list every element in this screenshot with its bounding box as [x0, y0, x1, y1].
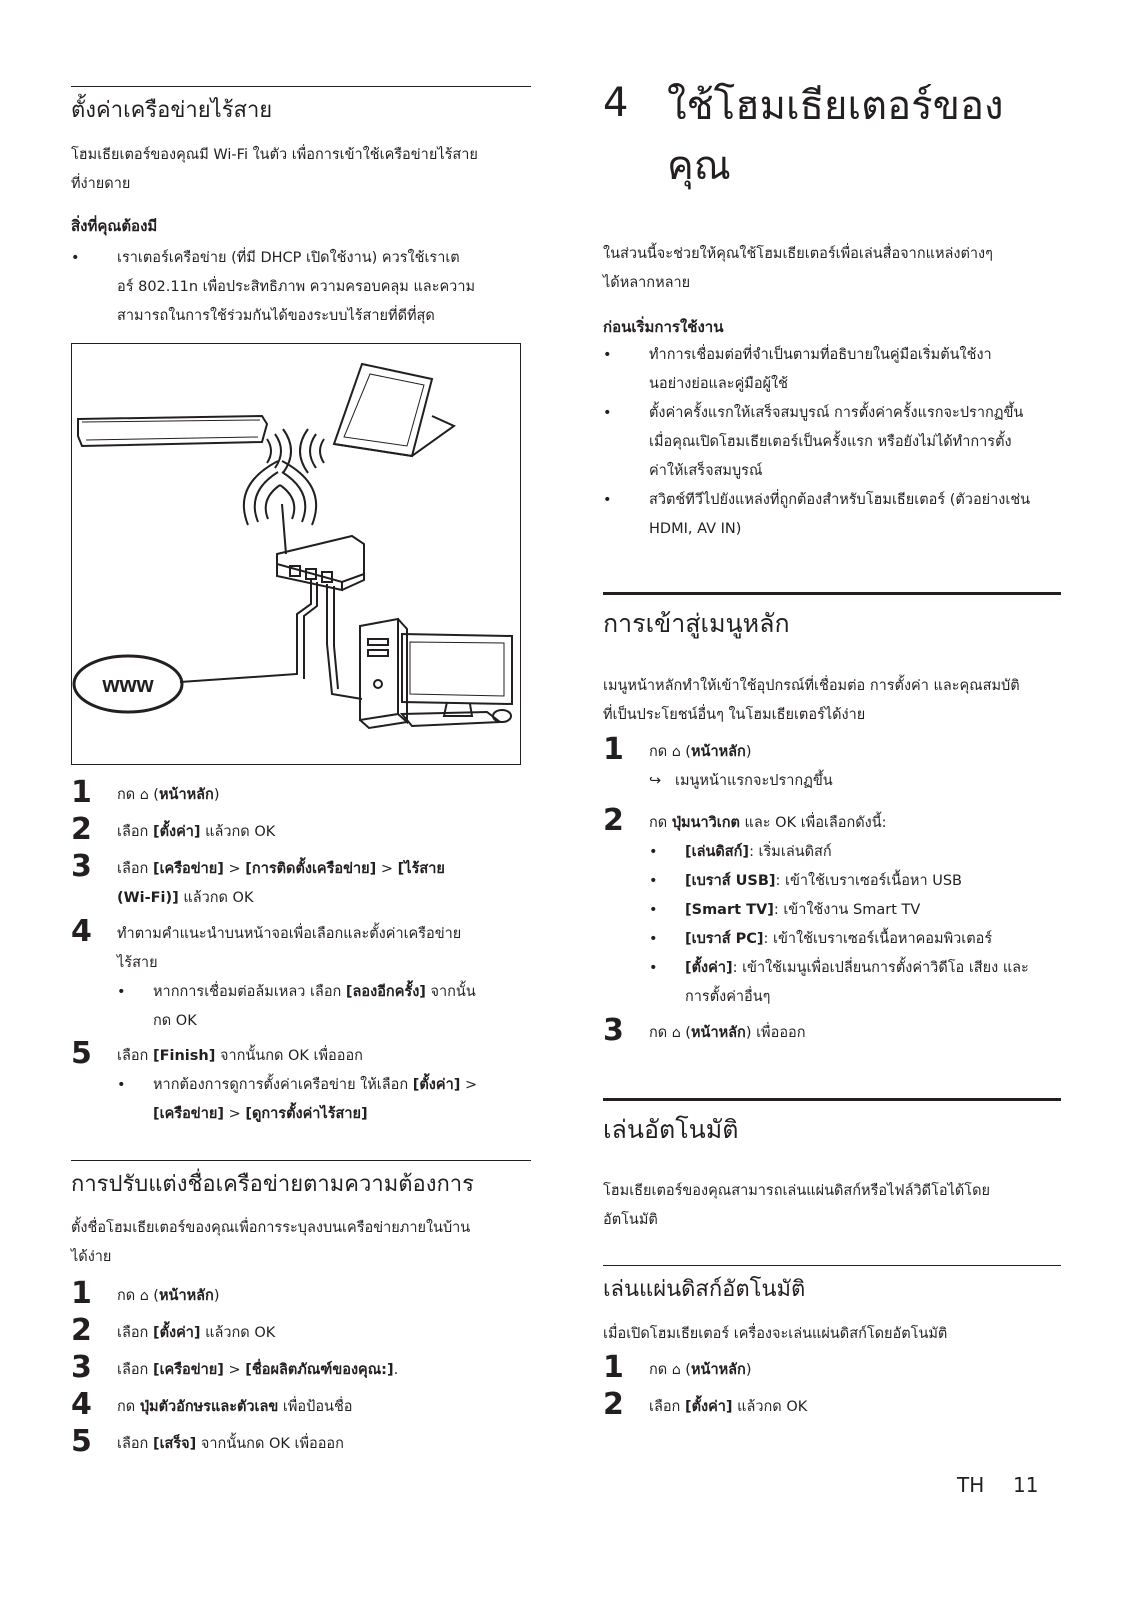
step-text: ( [680, 1362, 691, 1378]
home-icon: ⌂ [139, 1288, 149, 1304]
sub-text: หากต้องการดูการตั้งค่าเครือข่าย ให้เลือก [153, 1077, 413, 1093]
step-number: 1 [71, 775, 92, 810]
step-number: 5 [71, 1424, 92, 1459]
section-rule [71, 86, 531, 87]
menu-intro-line2: ที่เป็นประโยชน์อื่นๆ ในโฮมเธียเตอร์ได้ง่าย [603, 707, 866, 723]
step-bold: หน้าหลัก [690, 1362, 746, 1378]
cable-icon [180, 579, 311, 682]
step-text: จากนั้นกด OK เพื่อออก [215, 1048, 363, 1064]
item-bold: [เล่นดิสก์] [685, 844, 750, 860]
wave-icon [267, 439, 271, 463]
step-text: กด [649, 815, 672, 831]
step-number: 2 [603, 1387, 624, 1422]
step-text: ( [148, 787, 159, 803]
home-icon: ⌂ [671, 1025, 681, 1041]
rename-intro-line2: ได้ง่าย [71, 1249, 112, 1265]
step-text: เลือก [117, 1436, 153, 1452]
step-number: 5 [71, 1036, 92, 1071]
step-bold: [การติดตั้งเครือข่าย] [245, 861, 377, 877]
auto-intro-line2: อัตโนมัติ [603, 1212, 658, 1228]
step-text: ) [745, 744, 752, 760]
step-text: . [393, 1362, 399, 1378]
step-text: กด [649, 744, 672, 760]
footer-language: TH [957, 1473, 985, 1497]
bullet-dot: • [603, 347, 612, 363]
sub-text: จากนั้น [425, 984, 476, 1000]
chapter-intro-line2: ได้หลากหลาย [603, 275, 691, 291]
step-bold: ปุ่มนาวิเกต [671, 815, 740, 831]
step-number: 3 [71, 1350, 92, 1385]
step-text: กด [649, 1362, 672, 1378]
step-bold: [ตั้งค่า] [684, 1399, 733, 1415]
bullet-dot: • [649, 931, 658, 947]
step-text: ไร้สาย [117, 955, 158, 971]
chapter-number: 4 [603, 80, 629, 126]
need-subtitle: สิ่งที่คุณต้องมี [71, 217, 158, 235]
bullet-dot: • [649, 902, 658, 918]
step-bold: [ตั้งค่า] [152, 1325, 201, 1341]
step-number: 1 [71, 1276, 92, 1311]
step-text: ) [745, 1362, 752, 1378]
sub-bold: [ลองอีกครั้ง] [345, 984, 426, 1000]
network-diagram-svg [72, 344, 520, 764]
step-number: 1 [603, 732, 624, 767]
step-text: เลือก [117, 1325, 153, 1341]
need-bullet-line1: เราเตอร์เครือข่าย (ที่มี DHCP เปิดใช้งาน) ควรใช้เราเต [117, 250, 460, 266]
section-rule [71, 1160, 531, 1161]
step-number: 3 [71, 849, 92, 884]
step-number: 2 [603, 803, 624, 838]
item-text: การตั้งค่าอื่นๆ [685, 989, 771, 1005]
menu-section-title: การเข้าสู่เมนูหลัก [603, 609, 790, 638]
step-number: 2 [71, 1313, 92, 1348]
step-text: กด [117, 1399, 140, 1415]
section-rule [603, 592, 1061, 595]
step-bold: หน้าหลัก [158, 1288, 214, 1304]
step-number: 2 [71, 812, 92, 847]
need-bullet-line3: สามารถในการใช้ร่วมกันได้ของระบบไร้สายที่ดีที่สุด [117, 308, 435, 324]
home-icon: ⌂ [139, 787, 149, 803]
step-number: 4 [71, 914, 92, 949]
sub-text: หากการเชื่อมต่อล้มเหลว เลือก [153, 984, 346, 1000]
step-text: ( [680, 1025, 691, 1041]
item-text: : เข้าใช้เบราเซอร์เนื้อหาคอมพิวเตอร์ [763, 931, 993, 947]
step-bold: [ตั้งค่า] [152, 824, 201, 840]
computer-tower-icon [360, 619, 398, 720]
step-text: ) [213, 787, 220, 803]
antenna-icon [282, 504, 286, 554]
result-arrow-icon: ↪ [649, 773, 662, 789]
wifi-intro-line1: โฮมเธียเตอร์ของคุณมี Wi-Fi ในตัว เพื่อการเข้าใช้เครือข่ายไร้สาย [71, 147, 478, 163]
step-text: > [223, 1362, 246, 1378]
sub-bold: [ตั้งค่า] [412, 1077, 461, 1093]
step-bold: [ไร้สาย [397, 861, 445, 877]
bullet-dot: • [649, 960, 658, 976]
wifi-section-title: ตั้งค่าเครือข่ายไร้สาย [71, 98, 273, 123]
autodisc-section-title: เล่นแผ่นดิสก์อัตโนมัติ [603, 1277, 806, 1302]
bullet-dot: • [117, 984, 126, 1000]
step-number: 1 [603, 1350, 624, 1385]
sub-bold: [ดูการตั้งค่าไร้สาย] [245, 1106, 368, 1122]
bullet-text: ตั้งค่าครั้งแรกให้เสร็จสมบูรณ์ การตั้งค่าครั้งแรกจะปรากฏขึ้น [649, 405, 1024, 421]
step-text: จากนั้นกด OK เพื่อออก [196, 1436, 344, 1452]
bullet-text: ทำการเชื่อมต่อที่จำเป็นตามที่อธิบายในคู่มือเริ่มต้นใช้งา [649, 347, 992, 363]
step-text: ทำตามคำแนะนำบนหน้าจอเพื่อเลือกและตั้งค่าเครือข่าย [117, 926, 462, 942]
step-text: กด [117, 787, 140, 803]
sub-text: > [460, 1077, 478, 1093]
chapter-title [667, 76, 1004, 196]
sub-text: > [223, 1106, 246, 1122]
item-text: : เข้าใช้เบราเซอร์เนื้อหา USB [775, 873, 962, 889]
step-number: 3 [603, 1013, 624, 1048]
sub-text: กด OK [153, 1013, 197, 1029]
rename-section-title: การปรับแต่งชื่อเครือข่ายตามความต้องการ [71, 1172, 474, 1197]
step-text: กด [117, 1288, 140, 1304]
step-text: เลือก [649, 1399, 685, 1415]
footer-page-number: 11 [1013, 1473, 1039, 1497]
before-subtitle: ก่อนเริ่มการใช้งาน [603, 318, 724, 336]
bullet-text: HDMI, AV IN) [649, 521, 742, 537]
step-bold: ปุ่มตัวอักษรและตัวเลข [139, 1399, 279, 1415]
autodisc-intro: เมื่อเปิดโฮมเธียเตอร์ เครื่องจะเล่นแผ่นดิสก์โดยอัตโนมัติ [603, 1326, 948, 1342]
chapter-intro-line1: ในส่วนนี้จะช่วยให้คุณใช้โฮมเธียเตอร์เพื่อเล่นสื่อจากแหล่งต่างๆ [603, 246, 993, 262]
step-text: แล้วกด OK [200, 1325, 276, 1341]
www-label: www [102, 672, 154, 697]
item-bold: [Smart TV] [685, 902, 774, 918]
bullet-text: สวิตช์ทีวีไปยังแหล่งที่ถูกต้องสำหรับโฮมเธียเตอร์ (ตัวอย่างเช่น [649, 492, 1031, 508]
step-bold: [เครือข่าย] [152, 1362, 224, 1378]
bullet-text: เมื่อคุณเปิดโฮมเธียเตอร์เป็นครั้งแรก หรือยังไม่ได้ทำการตั้ง [649, 434, 1012, 450]
item-text: : เข้าใช้งาน Smart TV [773, 902, 921, 918]
step-text: แล้วกด OK [200, 824, 276, 840]
step-text: ) เพื่อออก [745, 1025, 806, 1041]
item-bold: [เบราส์ USB] [685, 873, 776, 889]
step-number: 4 [71, 1387, 92, 1422]
item-bold: [ตั้งค่า] [685, 960, 733, 976]
wifi-intro-line2: ที่ง่ายดาย [71, 176, 131, 192]
step-bold: [ชื่อผลิตภัณฑ์ของคุณ:] [245, 1362, 394, 1378]
bullet-dot: • [603, 492, 612, 508]
home-icon: ⌂ [671, 744, 681, 760]
section-rule [603, 1265, 1061, 1266]
step-text: ) [213, 1288, 220, 1304]
item-text: : เข้าใช้เมนูเพื่อเปลี่ยนการตั้งค่าวิดีโอ เสียง และ [732, 960, 1029, 976]
step-text: และ OK เพื่อเลือกดังนี้: [739, 815, 887, 831]
network-diagram [71, 343, 521, 765]
step-text: แล้วกด OK [178, 890, 254, 906]
home-icon: ⌂ [671, 1362, 681, 1378]
step-text: > [376, 861, 398, 877]
auto-section-title: เล่นอัตโนมัติ [603, 1115, 739, 1144]
rename-intro-line1: ตั้งชื่อโฮมเธียเตอร์ของคุณเพื่อการระบุลงบนเครือข่ายภายในบ้าน [71, 1220, 471, 1236]
step-text: ( [148, 1288, 159, 1304]
result-text: เมนูหน้าแรกจะปรากฏขึ้น [675, 773, 833, 789]
keyboard-icon [402, 712, 500, 726]
chapter-title-line1: ใช้โฮมเธียเตอร์ของ [667, 83, 1004, 129]
step-text: เลือก [117, 1362, 153, 1378]
step-text: แล้วกด OK [732, 1399, 808, 1415]
chapter-title-line2: คุณ [667, 143, 731, 189]
bullet-dot: • [117, 1077, 126, 1093]
step-bold: หน้าหลัก [690, 1025, 746, 1041]
step-text: > [223, 861, 246, 877]
bullet-text: นอย่างย่อและคู่มือผู้ใช้ [649, 376, 788, 392]
step-bold: [เสร็จ] [152, 1436, 197, 1452]
need-bullet-line2: อร์ 802.11n เพื่อประสิทธิภาพ ความครอบคลุม และความ [117, 279, 476, 295]
monitor-icon [402, 634, 512, 704]
step-bold: หน้าหลัก [690, 744, 746, 760]
step-text: เพื่อป้อนชื่อ [278, 1399, 353, 1415]
bullet-dot: • [649, 844, 658, 860]
bullet-text: ค่าให้เสร็จสมบูรณ์ [649, 463, 763, 479]
mouse-icon [493, 710, 511, 722]
item-bold: [เบราส์ PC] [685, 931, 764, 947]
step-bold: [เครือข่าย] [152, 861, 224, 877]
bullet-dot: • [71, 250, 80, 266]
step-text: เลือก [117, 824, 153, 840]
section-rule [603, 1098, 1061, 1101]
bullet-dot: • [603, 405, 612, 421]
step-text: เลือก [117, 1048, 153, 1064]
item-text: : เริ่มเล่นดิสก์ [749, 844, 832, 860]
bullet-dot: • [649, 873, 658, 889]
auto-intro-line1: โฮมเธียเตอร์ของคุณสามารถเล่นแผ่นดิสก์หรือไฟล์วิดีโอได้โดย [603, 1183, 990, 1199]
step-bold: [Finish] [152, 1048, 216, 1064]
step-text: เลือก [117, 861, 153, 877]
step-bold: หน้าหลัก [158, 787, 214, 803]
step-bold: (Wi-Fi)] [117, 890, 179, 906]
menu-intro-line1: เมนูหน้าหลักทำให้เข้าใช้อุปกรณ์ที่เชื่อมต่อ การตั้งค่า และคุณสมบัติ [603, 678, 1020, 694]
step-text: กด [649, 1025, 672, 1041]
step-text: ( [680, 744, 691, 760]
sub-bold: [เครือข่าย] [153, 1106, 224, 1122]
